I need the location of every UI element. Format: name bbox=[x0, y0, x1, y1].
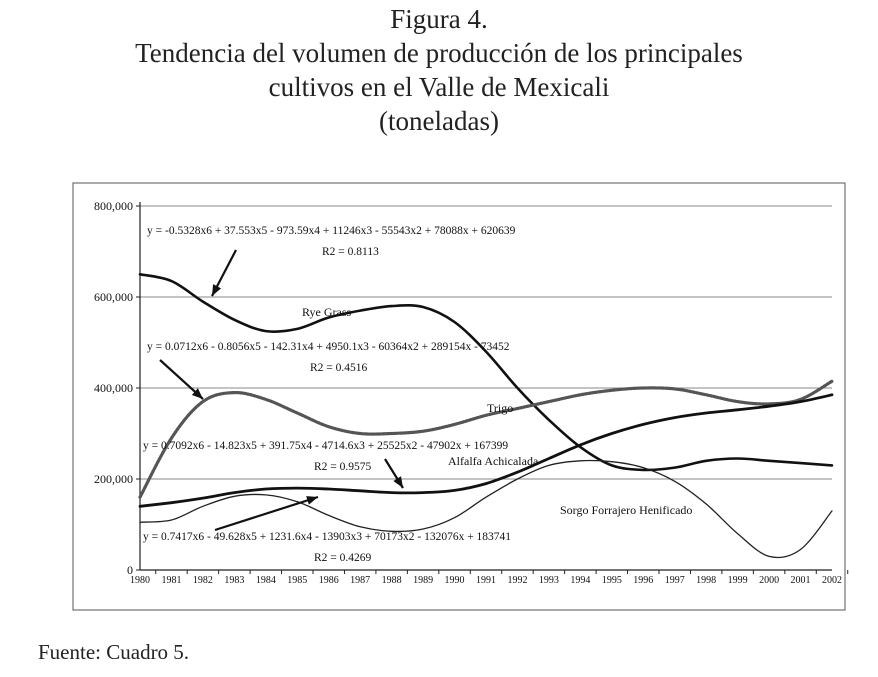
series-label: Rye Grass bbox=[302, 305, 352, 319]
series-lines bbox=[140, 274, 832, 557]
title-line-1: Tendencia del volumen de producción de los principales bbox=[135, 38, 743, 68]
trend-equation: y = -0.5328x6 + 37.553x5 - 973.59x4 + 11246x3 - 55543x2 + 78088x + 620639 bbox=[147, 225, 516, 237]
x-tick-label: 1990 bbox=[444, 575, 465, 586]
x-tick-label: 2001 bbox=[790, 575, 811, 586]
r-squared-label: R2 = 0.9575 bbox=[314, 461, 372, 473]
x-tick-label: 1993 bbox=[538, 575, 559, 586]
source-note: Fuente: Cuadro 5. bbox=[38, 640, 190, 664]
annotation-arrow bbox=[215, 497, 318, 530]
y-tick-label: 0 bbox=[127, 563, 133, 577]
x-tick-label: 1982 bbox=[192, 575, 213, 586]
x-tick-label: 1991 bbox=[476, 575, 496, 586]
x-tick-label: 1994 bbox=[570, 575, 591, 586]
r-squared-label: R2 = 0.8113 bbox=[322, 246, 379, 258]
x-tick-label: 2002 bbox=[822, 575, 842, 586]
trend-equation: y = 0.0712x6 - 0.8056x5 - 142.31x4 + 4950.1x3 - 60364x2 + 289154x - 73452 bbox=[147, 341, 510, 353]
x-tick-label: 1984 bbox=[255, 575, 276, 586]
x-tick-label: 1998 bbox=[696, 575, 717, 586]
series-label: Sorgo Forrajero Henificado bbox=[560, 503, 693, 517]
x-tick-label: 1992 bbox=[507, 575, 528, 586]
trend-equation: y = 0.7417x6 - 49.628x5 + 1231.6x4 - 13903x3 + 70173x2 - 132076x + 183741 bbox=[143, 531, 512, 543]
x-tick-label: 1997 bbox=[664, 575, 685, 586]
x-tick-label: 1986 bbox=[318, 575, 339, 586]
figure-number: Figura 4. bbox=[390, 4, 488, 34]
y-tick-label: 200,000 bbox=[94, 472, 133, 486]
chart-frame bbox=[73, 183, 845, 610]
x-tick-label: 1995 bbox=[601, 575, 622, 586]
series-label: Alfalfa Achicalada bbox=[448, 454, 539, 468]
x-tick-label: 1989 bbox=[413, 575, 434, 586]
y-tick-label: 400,000 bbox=[94, 381, 133, 395]
x-tick-label: 1980 bbox=[130, 575, 150, 586]
x-tick-label: 1987 bbox=[350, 575, 371, 586]
trend-annotations bbox=[143, 225, 516, 564]
arrow-head bbox=[306, 496, 318, 505]
y-axis bbox=[94, 199, 140, 577]
x-tick-label: 1981 bbox=[161, 575, 182, 586]
series-label: Trigo bbox=[487, 401, 514, 415]
title-units: (toneladas) bbox=[379, 106, 499, 136]
trend-equation: y = 0.7092x6 - 14.823x5 + 391.75x4 - 4714.6x3 + 25525x2 - 47902x + 167399 bbox=[143, 440, 509, 452]
y-tick-label: 800,000 bbox=[94, 199, 133, 213]
y-tick-label: 600,000 bbox=[94, 290, 133, 304]
x-tick-label: 1996 bbox=[633, 575, 654, 586]
x-tick-label: 1999 bbox=[727, 575, 748, 586]
r-squared-label: R2 = 0.4516 bbox=[310, 362, 368, 374]
arrow-head bbox=[393, 476, 403, 488]
x-tick-label: 2000 bbox=[759, 575, 780, 586]
title-line-2: cultivos en el Valle de Mexicali bbox=[268, 72, 610, 102]
r-squared-label: R2 = 0.4269 bbox=[314, 552, 372, 564]
x-tick-label: 1983 bbox=[224, 575, 245, 586]
x-axis bbox=[130, 570, 848, 586]
x-tick-label: 1985 bbox=[287, 575, 308, 586]
x-tick-label: 1988 bbox=[381, 575, 402, 586]
series-labels bbox=[302, 305, 692, 517]
